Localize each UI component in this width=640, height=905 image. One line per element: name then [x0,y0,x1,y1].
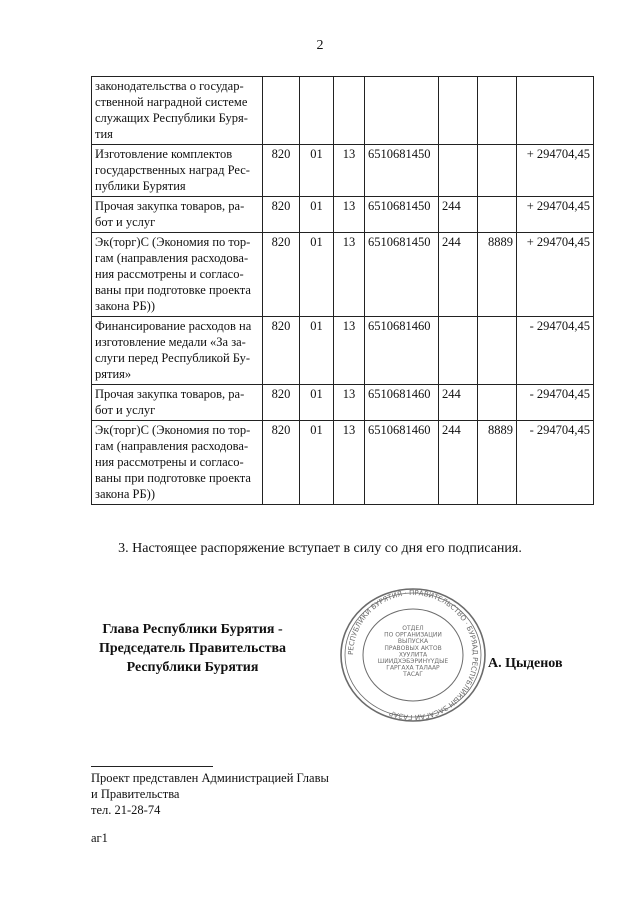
cell-item-name-line: законодательства о государ- [95,79,244,93]
cell-target-article: 6510681450 [365,197,439,233]
table-body [92,77,594,505]
cell-subsection-code: 13 [334,233,365,317]
clause-3-text: 3. Настоящее распоряжение вступает в силу со дня его подписания. [118,541,522,556]
cell-amount [517,77,594,145]
budget-changes-table [91,76,594,505]
cell-item-name [92,197,263,233]
cell-item-name-line: рятия» [95,367,132,381]
cell-extra-code [478,77,517,145]
cell-target-article: 6510681450 [365,145,439,197]
cell-expense-type: 244 [439,385,478,421]
table-row [92,77,594,145]
seal-center-line: ХУУЛИТА [398,651,428,659]
cell-item-name-line: изготовление медали «За за- [95,335,246,349]
cell-admin-code: 820 [263,421,300,505]
cell-item-name-line: Изготовление комплектов [95,147,233,161]
cell-item-name-line: Эк(торг)С (Экономия по тор- [95,423,251,437]
cell-target-article: 6510681460 [365,421,439,505]
cell-item-name-line: ваны при подготовке проекта [95,471,251,485]
cell-extra-code [478,317,517,385]
cell-item-name-line: Финансирование расходов на [95,319,252,333]
document-code-mark: аг1 [91,831,108,845]
cell-item-name [92,421,263,505]
seal-center-line: ПРАВОВЫХ АКТОВ [384,644,442,652]
cell-subsection-code [334,77,365,145]
cell-target-article: 6510681450 [365,233,439,317]
cell-section-code: 01 [300,145,334,197]
signer-title-line: Председатель Правительства [98,641,287,656]
cell-admin-code: 820 [263,385,300,421]
cell-section-code: 01 [300,233,334,317]
cell-item-name [92,385,263,421]
signer-title-line: Республики Бурятия [126,660,259,675]
seal-center-line: ШИИДХЭБЭРИНҮҮДЫЕ [377,658,449,665]
seal-center-line: ПО ОРГАНИЗАЦИИ [384,631,442,639]
cell-admin-code: 820 [263,197,300,233]
cell-item-name-line: бот и услуг [95,403,156,417]
cell-target-article: 6510681460 [365,385,439,421]
cell-extra-code [478,197,517,233]
footnote-line: и Правительства [91,787,180,801]
cell-amount: - 294704,45 [517,421,594,505]
footnote-line: тел. 21-28-74 [91,803,161,817]
cell-item-name-line: ния рассмотрены и согласо- [95,455,244,469]
cell-extra-code: 8889 [478,421,517,505]
table-row [92,145,594,197]
cell-item-name-line: Прочая закупка товаров, ра- [95,199,245,213]
cell-section-code: 01 [300,197,334,233]
cell-admin-code: 820 [263,317,300,385]
cell-item-name [92,317,263,385]
cell-item-name-line: служащих Республики Буря- [95,111,248,125]
cell-item-name-line: слуги перед Республикой Бу- [95,351,251,365]
cell-item-name-line: закона РБ)) [95,299,155,313]
cell-extra-code [478,385,517,421]
cell-section-code: 01 [300,317,334,385]
cell-subsection-code: 13 [334,197,365,233]
cell-item-name-line: бот и услуг [95,215,156,229]
cell-section-code: 01 [300,421,334,505]
cell-item-name-line: ваны при подготовке проекта [95,283,251,297]
cell-section-code [300,77,334,145]
seal-center-line: ВЫПУСКА [397,638,429,646]
cell-item-name-line: Прочая закупка товаров, ра- [95,387,245,401]
seal-center-line: ТАСАГ [403,671,423,679]
signer-title-line: Глава Республики Бурятия - [102,622,283,637]
cell-expense-type: 244 [439,421,478,505]
cell-expense-type [439,317,478,385]
table-row [92,233,594,317]
table-row [92,421,594,505]
seal-center-line: ГАРГАХА ТАЛААР [386,664,440,672]
seal-center-text [378,625,449,678]
table-row [92,385,594,421]
seal-center-line: ОТДЕЛ [402,625,424,632]
cell-subsection-code: 13 [334,317,365,385]
cell-amount: + 294704,45 [517,197,594,233]
signer-name: А. Цыденов [488,656,563,671]
cell-item-name-line: ния рассмотрены и согласо- [95,267,244,281]
cell-item-name-line: закона РБ)) [95,487,155,501]
cell-extra-code: 8889 [478,233,517,317]
cell-amount: + 294704,45 [517,145,594,197]
cell-expense-type: 244 [439,233,478,317]
cell-expense-type: 244 [439,197,478,233]
cell-amount: - 294704,45 [517,317,594,385]
cell-item-name [92,145,263,197]
cell-admin-code [263,77,300,145]
signer-title [80,620,305,677]
cell-item-name-line: гам (направления расходова- [95,251,249,265]
cell-subsection-code: 13 [334,385,365,421]
footnote-line: Проект представлен Администрацией Главы [91,771,329,785]
footnote [91,770,329,818]
page-number: 2 [316,38,324,53]
cell-admin-code: 820 [263,233,300,317]
cell-target-article [365,77,439,145]
table-row [92,317,594,385]
cell-section-code: 01 [300,385,334,421]
footnote-divider [91,766,213,767]
cell-extra-code [478,145,517,197]
cell-amount: - 294704,45 [517,385,594,421]
cell-admin-code: 820 [263,145,300,197]
cell-subsection-code: 13 [334,145,365,197]
cell-item-name [92,77,263,145]
cell-item-name-line: государственных наград Рес- [95,163,250,177]
cell-item-name-line: тия [95,127,113,141]
cell-expense-type [439,145,478,197]
cell-item-name-line: ственной наградной системе [95,95,248,109]
cell-amount: + 294704,45 [517,233,594,317]
cell-item-name [92,233,263,317]
cell-item-name-line: публики Бурятия [95,179,186,193]
official-seal-stamp [333,585,493,725]
cell-expense-type [439,77,478,145]
table-row [92,197,594,233]
cell-item-name-line: Эк(торг)С (Экономия по тор- [95,235,251,249]
cell-target-article: 6510681460 [365,317,439,385]
cell-item-name-line: гам (направления расходова- [95,439,249,453]
cell-subsection-code: 13 [334,421,365,505]
seal-ring-textpath: РЕСПУБЛИКИ БУРЯТИЯ · ПРАВИТЕЛЬСТВО · БУРЯАД РЕСПУБЛИКЫН ЗАСАГАЙ ГАЗАР [346,588,480,722]
